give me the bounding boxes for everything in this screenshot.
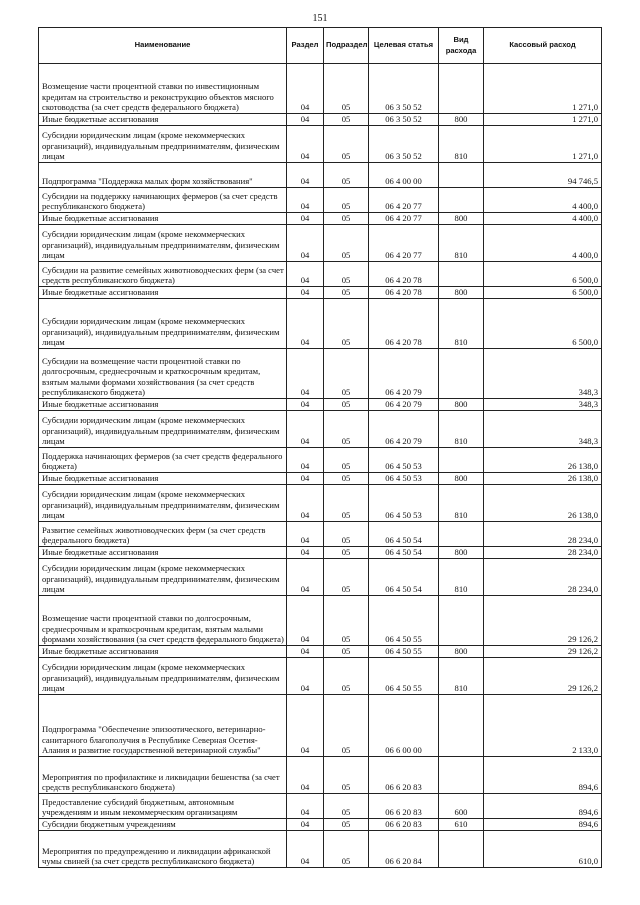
cell-name: Мероприятия по профилактике и ликвидации бешенства (за счет средств республиканского бюджета)	[39, 757, 287, 794]
cell-section: 04	[287, 163, 324, 188]
cell-name: Субсидии юридическим лицам (кроме некоммерческих организаций), индивидуальным предпринимателям, физическим лицам	[39, 559, 287, 596]
cell-subsection: 05	[324, 411, 369, 448]
cell-expense-type	[439, 349, 484, 399]
cell-section: 04	[287, 658, 324, 695]
cell-amount: 4 400,0	[484, 225, 602, 262]
cell-amount: 894,6	[484, 757, 602, 794]
cell-section: 04	[287, 819, 324, 831]
cell-amount: 348,3	[484, 411, 602, 448]
table-row	[39, 411, 602, 448]
cell-section: 04	[287, 448, 324, 473]
cell-expense-type: 810	[439, 299, 484, 349]
table-row	[39, 522, 602, 547]
cell-amount: 26 138,0	[484, 485, 602, 522]
cell-subsection: 05	[324, 695, 369, 757]
header-cash-expense: Кассовый расход	[484, 28, 602, 64]
cell-expense-type	[439, 262, 484, 287]
cell-subsection: 05	[324, 473, 369, 485]
cell-target: 06 3 50 52	[369, 114, 439, 126]
cell-target: 06 6 20 83	[369, 819, 439, 831]
cell-target: 06 4 50 54	[369, 559, 439, 596]
cell-section: 04	[287, 794, 324, 819]
table-row	[39, 225, 602, 262]
cell-name: Иные бюджетные ассигнования	[39, 399, 287, 411]
cell-section: 04	[287, 473, 324, 485]
cell-target: 06 4 20 78	[369, 287, 439, 299]
cell-section: 04	[287, 188, 324, 213]
cell-name: Субсидии юридическим лицам (кроме некоммерческих организаций), индивидуальным предпринимателям, физическим лицам	[39, 299, 287, 349]
cell-expense-type: 800	[439, 646, 484, 658]
cell-target: 06 4 20 78	[369, 299, 439, 349]
cell-amount: 610,0	[484, 831, 602, 868]
cell-amount: 4 400,0	[484, 188, 602, 213]
cell-amount: 29 126,2	[484, 596, 602, 646]
cell-subsection: 05	[324, 287, 369, 299]
cell-amount: 29 126,2	[484, 646, 602, 658]
table-row	[39, 188, 602, 213]
table-row	[39, 757, 602, 794]
cell-subsection: 05	[324, 126, 369, 163]
cell-subsection: 05	[324, 596, 369, 646]
cell-target: 06 6 20 83	[369, 757, 439, 794]
table-row	[39, 819, 602, 831]
cell-expense-type	[439, 64, 484, 114]
cell-expense-type: 800	[439, 473, 484, 485]
cell-subsection: 05	[324, 225, 369, 262]
table-row	[39, 448, 602, 473]
cell-amount: 348,3	[484, 399, 602, 411]
table-row	[39, 349, 602, 399]
cell-target: 06 4 00 00	[369, 163, 439, 188]
table-row	[39, 596, 602, 646]
table-row	[39, 794, 602, 819]
header-section: Раздел	[287, 28, 324, 64]
table-row	[39, 262, 602, 287]
cell-amount: 348,3	[484, 349, 602, 399]
cell-name: Субсидии на развитие семейных животноводческих ферм (за счет средств республиканского бюджета)	[39, 262, 287, 287]
cell-expense-type: 810	[439, 559, 484, 596]
cell-amount: 94 746,5	[484, 163, 602, 188]
cell-amount: 894,6	[484, 794, 602, 819]
cell-target: 06 4 50 55	[369, 658, 439, 695]
table-body	[39, 64, 602, 868]
cell-target: 06 4 50 55	[369, 596, 439, 646]
table-header-row	[39, 28, 602, 64]
cell-amount: 4 400,0	[484, 213, 602, 225]
cell-name: Возмещение части процентной ставки по долгосрочным, среднесрочным и краткосрочным кредитам, взятым малыми формами хозяйствования (за счет средств федерального бюджета)	[39, 596, 287, 646]
cell-subsection: 05	[324, 213, 369, 225]
cell-amount: 1 271,0	[484, 64, 602, 114]
cell-target: 06 4 20 79	[369, 399, 439, 411]
cell-amount: 28 234,0	[484, 522, 602, 547]
table-row	[39, 831, 602, 868]
cell-target: 06 4 20 79	[369, 349, 439, 399]
cell-name: Возмещение части процентной ставки по инвестиционным кредитам на строительство и реконструкцию объектов мясного скотоводства (за счет средств федерального бюджета)	[39, 64, 287, 114]
cell-amount: 28 234,0	[484, 559, 602, 596]
cell-target: 06 3 50 52	[369, 64, 439, 114]
cell-section: 04	[287, 646, 324, 658]
header-target: Целевая статья	[369, 28, 439, 64]
cell-name: Мероприятия по предупреждению и ликвидации африканской чумы свиней (за счет средств республиканского бюджета)	[39, 831, 287, 868]
cell-amount: 6 500,0	[484, 262, 602, 287]
cell-subsection: 05	[324, 399, 369, 411]
cell-subsection: 05	[324, 485, 369, 522]
cell-target: 06 4 50 53	[369, 473, 439, 485]
cell-subsection: 05	[324, 658, 369, 695]
cell-subsection: 05	[324, 559, 369, 596]
header-name: Наименование	[39, 28, 287, 64]
cell-name: Иные бюджетные ассигнования	[39, 114, 287, 126]
cell-expense-type: 800	[439, 399, 484, 411]
cell-target: 06 4 50 53	[369, 448, 439, 473]
cell-section: 04	[287, 114, 324, 126]
cell-name: Иные бюджетные ассигнования	[39, 473, 287, 485]
page-number: 151	[312, 13, 328, 24]
cell-amount: 29 126,2	[484, 658, 602, 695]
table-row	[39, 646, 602, 658]
cell-target: 06 3 50 52	[369, 126, 439, 163]
cell-section: 04	[287, 262, 324, 287]
table-row	[39, 399, 602, 411]
table-row	[39, 299, 602, 349]
cell-subsection: 05	[324, 349, 369, 399]
cell-subsection: 05	[324, 262, 369, 287]
cell-target: 06 4 50 53	[369, 485, 439, 522]
cell-subsection: 05	[324, 299, 369, 349]
cell-subsection: 05	[324, 163, 369, 188]
cell-subsection: 05	[324, 819, 369, 831]
cell-expense-type	[439, 188, 484, 213]
cell-subsection: 05	[324, 522, 369, 547]
cell-amount: 2 133,0	[484, 695, 602, 757]
cell-section: 04	[287, 695, 324, 757]
cell-name: Субсидии на возмещение части процентной ставки по долгосрочным, среднесрочным и краткосрочным кредитам, взятым малыми формами хозяйствования (за счет средств республиканского бюджета)	[39, 349, 287, 399]
cell-expense-type	[439, 448, 484, 473]
table-row	[39, 163, 602, 188]
cell-target: 06 6 20 83	[369, 794, 439, 819]
cell-name: Субсидии юридическим лицам (кроме некоммерческих организаций), индивидуальным предпринимателям, физическим лицам	[39, 485, 287, 522]
cell-expense-type	[439, 757, 484, 794]
cell-expense-type	[439, 596, 484, 646]
cell-expense-type	[439, 163, 484, 188]
cell-expense-type	[439, 695, 484, 757]
cell-name: Поддержка начинающих фермеров (за счет средств федерального бюджета)	[39, 448, 287, 473]
table-row	[39, 485, 602, 522]
cell-section: 04	[287, 522, 324, 547]
cell-expense-type: 810	[439, 485, 484, 522]
cell-name: Иные бюджетные ассигнования	[39, 547, 287, 559]
cell-amount: 1 271,0	[484, 126, 602, 163]
header-expense-type: Вид расхода	[439, 28, 484, 64]
cell-expense-type	[439, 831, 484, 868]
cell-section: 04	[287, 547, 324, 559]
cell-target: 06 4 20 77	[369, 188, 439, 213]
cell-amount: 26 138,0	[484, 473, 602, 485]
cell-expense-type: 810	[439, 658, 484, 695]
table-row	[39, 473, 602, 485]
cell-amount: 26 138,0	[484, 448, 602, 473]
cell-name: Субсидии на поддержку начинающих фермеров (за счет средств республиканского бюджета)	[39, 188, 287, 213]
cell-amount: 6 500,0	[484, 287, 602, 299]
cell-target: 06 4 50 55	[369, 646, 439, 658]
cell-amount: 28 234,0	[484, 547, 602, 559]
cell-section: 04	[287, 596, 324, 646]
cell-section: 04	[287, 126, 324, 163]
cell-subsection: 05	[324, 188, 369, 213]
cell-name: Субсидии юридическим лицам (кроме некоммерческих организаций), индивидуальным предпринимателям, физическим лицам	[39, 225, 287, 262]
cell-section: 04	[287, 287, 324, 299]
cell-expense-type: 800	[439, 114, 484, 126]
cell-target: 06 6 00 00	[369, 695, 439, 757]
table-row	[39, 547, 602, 559]
cell-section: 04	[287, 399, 324, 411]
cell-target: 06 4 20 78	[369, 262, 439, 287]
table-row	[39, 126, 602, 163]
cell-name: Развитие семейных животноводческих ферм (за счет средств федерального бюджета)	[39, 522, 287, 547]
cell-target: 06 6 20 84	[369, 831, 439, 868]
cell-section: 04	[287, 831, 324, 868]
cell-target: 06 4 20 77	[369, 213, 439, 225]
cell-expense-type: 800	[439, 547, 484, 559]
cell-amount: 6 500,0	[484, 299, 602, 349]
cell-expense-type: 810	[439, 411, 484, 448]
cell-amount: 894,6	[484, 819, 602, 831]
cell-subsection: 05	[324, 547, 369, 559]
cell-expense-type: 810	[439, 225, 484, 262]
cell-section: 04	[287, 213, 324, 225]
cell-subsection: 05	[324, 831, 369, 868]
table-row	[39, 64, 602, 114]
cell-expense-type: 810	[439, 126, 484, 163]
budget-table	[38, 27, 602, 868]
cell-section: 04	[287, 299, 324, 349]
cell-section: 04	[287, 64, 324, 114]
cell-subsection: 05	[324, 64, 369, 114]
cell-expense-type: 610	[439, 819, 484, 831]
cell-name: Субсидии юридическим лицам (кроме некоммерческих организаций), индивидуальным предпринимателям, физическим лицам	[39, 411, 287, 448]
cell-name: Иные бюджетные ассигнования	[39, 287, 287, 299]
cell-name: Предоставление субсидий бюджетным, автономным учреждениям и иным некоммерческим организациям	[39, 794, 287, 819]
cell-expense-type: 800	[439, 287, 484, 299]
cell-expense-type	[439, 522, 484, 547]
cell-section: 04	[287, 559, 324, 596]
cell-target: 06 4 50 54	[369, 522, 439, 547]
cell-amount: 1 271,0	[484, 114, 602, 126]
cell-subsection: 05	[324, 757, 369, 794]
cell-target: 06 4 20 79	[369, 411, 439, 448]
cell-section: 04	[287, 225, 324, 262]
cell-name: Иные бюджетные ассигнования	[39, 646, 287, 658]
table-row	[39, 287, 602, 299]
cell-name: Субсидии юридическим лицам (кроме некоммерческих организаций), индивидуальным предпринимателям, физическим лицам	[39, 126, 287, 163]
cell-name: Субсидии юридическим лицам (кроме некоммерческих организаций), индивидуальным предпринимателям, физическим лицам	[39, 658, 287, 695]
cell-subsection: 05	[324, 646, 369, 658]
cell-subsection: 05	[324, 448, 369, 473]
cell-name: Субсидии бюджетным учреждениям	[39, 819, 287, 831]
cell-name: Иные бюджетные ассигнования	[39, 213, 287, 225]
cell-expense-type: 600	[439, 794, 484, 819]
table-row	[39, 695, 602, 757]
cell-section: 04	[287, 349, 324, 399]
header-subsection: Подраздел	[324, 28, 369, 64]
cell-section: 04	[287, 757, 324, 794]
cell-name: Подпрограмма "Обеспечение эпизоотического, ветеринарно-санитарного благополучия в Республике Северная Осетия-Алания и развитие государственной ветеринарной службы"	[39, 695, 287, 757]
cell-name: Подпрограмма "Поддержка малых форм хозяйствования"	[39, 163, 287, 188]
cell-target: 06 4 20 77	[369, 225, 439, 262]
table-row	[39, 213, 602, 225]
table-row	[39, 658, 602, 695]
cell-section: 04	[287, 411, 324, 448]
cell-section: 04	[287, 485, 324, 522]
cell-subsection: 05	[324, 114, 369, 126]
cell-target: 06 4 50 54	[369, 547, 439, 559]
cell-expense-type: 800	[439, 213, 484, 225]
cell-subsection: 05	[324, 794, 369, 819]
table-row	[39, 559, 602, 596]
table-row	[39, 114, 602, 126]
